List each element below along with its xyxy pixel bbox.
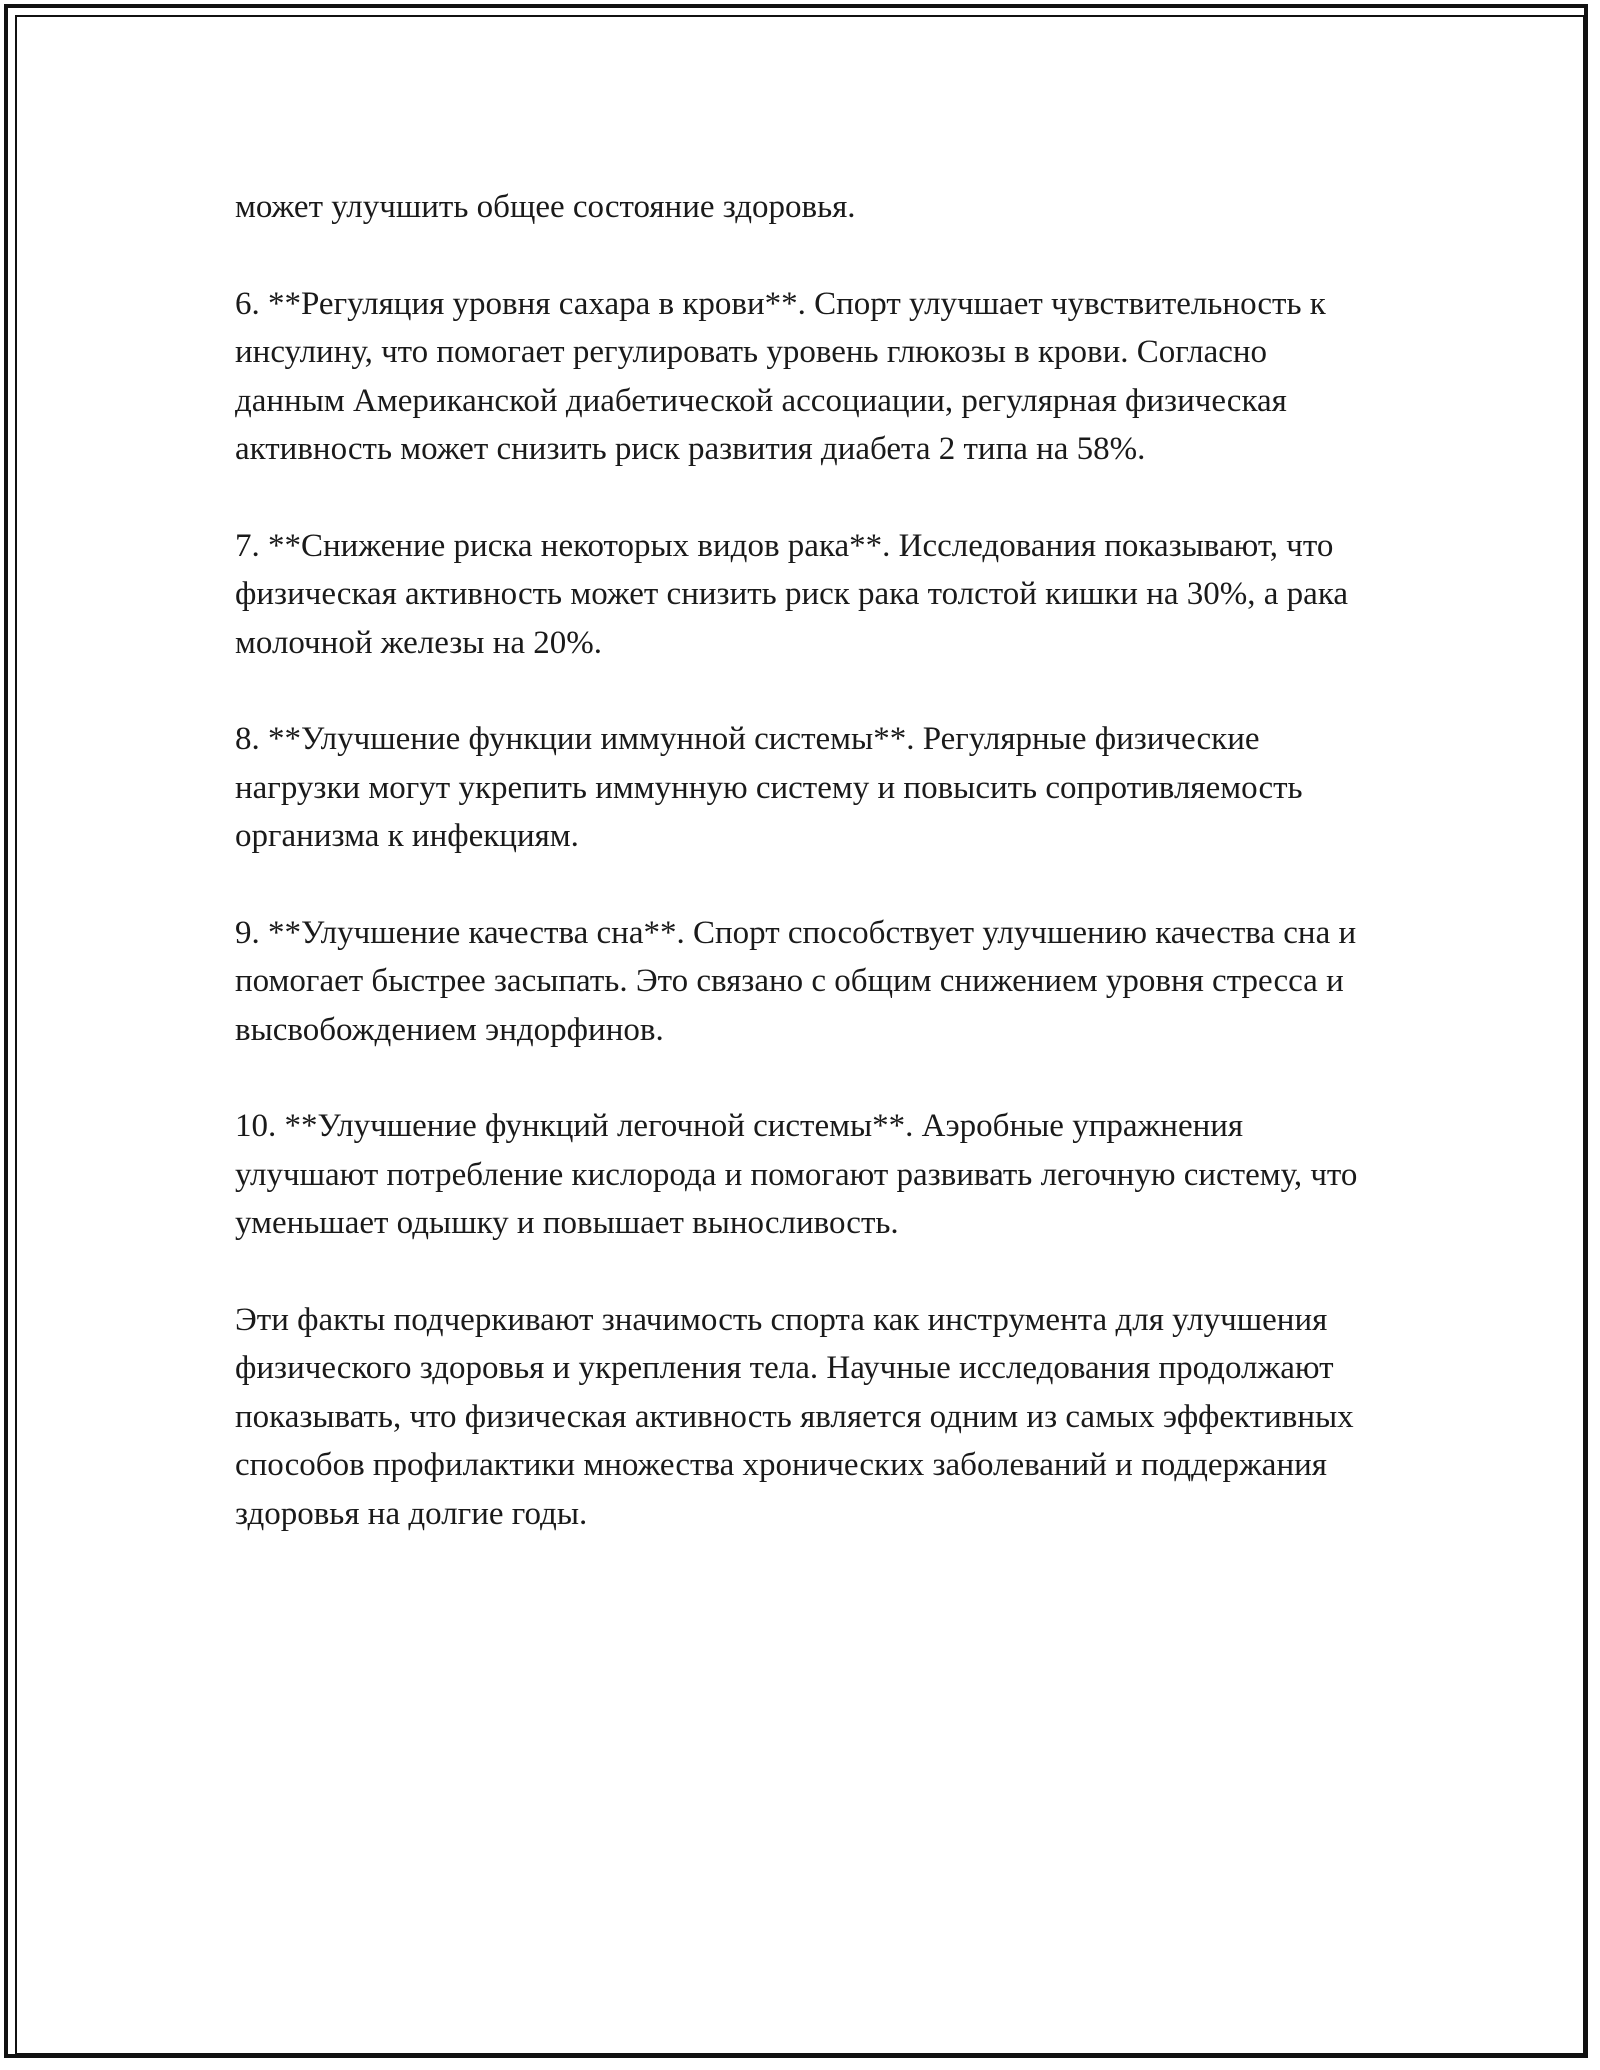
paragraph-item-8: 8. **Улучшение функции иммунной системы**. Регулярные физические нагрузки могут укрепить иммунную систему и повысить сопротивляемость организма к инфекциям.	[235, 721, 1303, 854]
paragraph-continuation: может улучшить общее состояние здоровья.	[235, 189, 856, 225]
paragraph-item-9: 9. **Улучшение качества сна**. Спорт способствует улучшению качества сна и помогает быстрее засыпать. Это связано с общим снижением уровня стресса и высвобождением эндорфинов.	[235, 914, 1357, 1048]
paragraph-item-7: 7. **Снижение риска некоторых видов рака**. Исследования показывают, что физическая активность может снизить риск рака толстой кишки на 30%, а рака молочной железы на 20%.	[235, 527, 1348, 661]
paragraph-item-6: 6. **Регуляция уровня сахара в крови**. Спорт улучшает чувствительность к инсулину, что помогает регулировать уровень глюкозы в крови. Согласно данным Американской диабетической ассоциации, регулярная физическая активность может снизить риск развития диабета 2 типа на 58%.	[235, 285, 1326, 467]
paragraph-item-10: 10. **Улучшение функций легочной системы**. Аэробные упражнения улучшают потребление кислорода и помогают развивать легочную систему, что уменьшает одышку и повышает выносливость.	[235, 1108, 1358, 1241]
document-body	[235, 183, 1385, 1538]
paragraph-conclusion: Эти факты подчеркивают значимость спорта как инструмента для улучшения физического здоровья и укрепления тела. Научные исследования продолжают показывать, что физическая активность является одним из самых эффективных способов профилактики множества хронических заболеваний и поддержания здоровья на долгие годы.	[235, 1301, 1354, 1532]
